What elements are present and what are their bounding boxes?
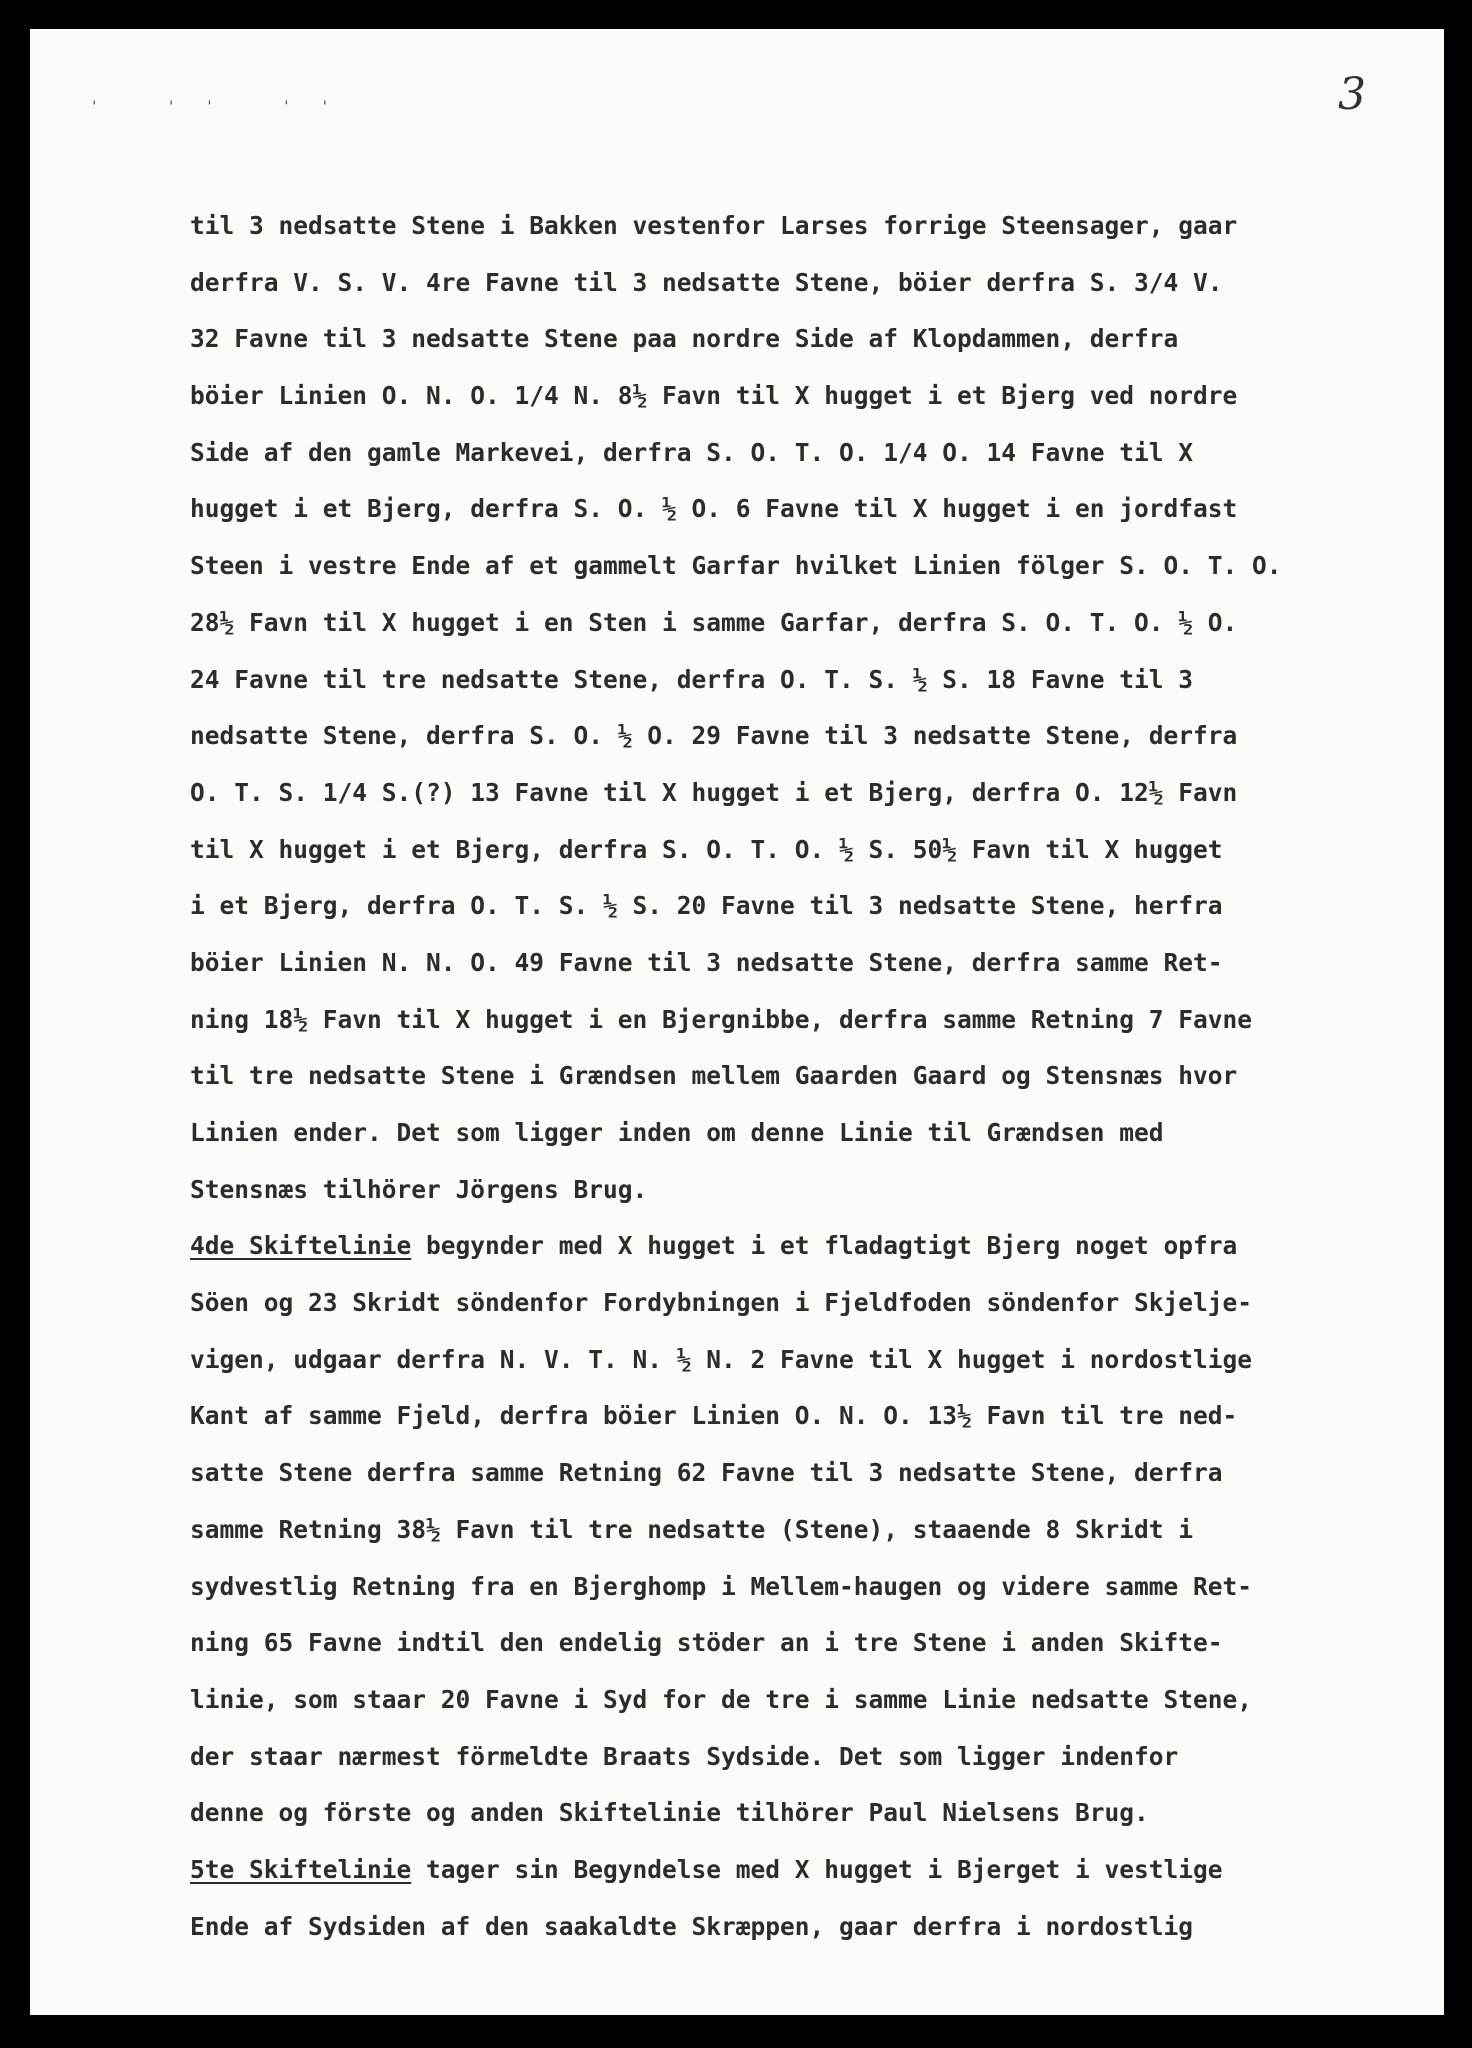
text-line — [190, 822, 1420, 879]
line-text: linie, som staar 20 Favne i Syd for de tre i samme Linie nedsatte Stene, — [190, 1684, 1253, 1714]
line-text: O. T. S. 1/4 S.(?) 13 Favne til X hugget i et Bjerg, derfra O. 12½ Favn — [190, 777, 1238, 807]
line-text: 28½ Favn til X hugget i en Sten i samme Garfar, derfra S. O. T. O. ½ O. — [190, 607, 1238, 637]
text-line — [190, 1729, 1420, 1786]
text-line — [190, 1275, 1420, 1332]
line-text: der staar nærmest förmeldte Braats Sydside. Det som ligger indenfor — [190, 1741, 1179, 1771]
text-line — [190, 1388, 1420, 1445]
text-line — [190, 1785, 1420, 1842]
line-text: 32 Favne til 3 nedsatte Stene paa nordre Side af Klopdammen, derfra — [190, 324, 1179, 354]
line-text: til 3 nedsatte Stene i Bakken vestenfor Larses forrige Steensager, gaar — [190, 211, 1238, 240]
line-text: i et Bjerg, derfra O. T. S. ½ S. 20 Favne til 3 nedsatte Stene, herfra — [190, 891, 1223, 921]
text-line — [190, 1218, 1420, 1275]
text-line — [190, 1048, 1420, 1105]
line-text: ning 18½ Favn til X hugget i en Bjergnibbe, derfra samme Retning 7 Favne — [190, 1004, 1253, 1034]
line-text: Linien ender. Det som ligger inden om denne Linie til Grændsen med — [190, 1118, 1164, 1147]
text-line — [190, 425, 1420, 482]
line-text: Stensnæs tilhörer Jörgens Brug. — [190, 1174, 648, 1204]
line-text: nedsatte Stene, derfra S. O. ½ O. 29 Favne til 3 nedsatte Stene, derfra — [190, 721, 1238, 751]
text-line — [190, 652, 1420, 709]
text-line — [190, 1332, 1420, 1389]
line-text: ning 65 Favne indtil den endelig stöder an i tre Stene i anden Skifte- — [190, 1628, 1223, 1658]
text-line — [190, 481, 1420, 538]
line-text: sydvestlig Retning fra en Bjerghomp i Mellem-haugen og videre samme Ret- — [190, 1571, 1253, 1601]
text-line — [190, 1502, 1420, 1559]
line-text: til X hugget i et Bjerg, derfra S. O. T. O. ½ S. 50½ Favn til X hugget — [190, 834, 1223, 864]
section-heading: 5te Skiftelinie — [190, 1854, 412, 1884]
text-line — [190, 992, 1420, 1049]
text-line — [190, 1559, 1420, 1616]
text-line — [190, 255, 1420, 312]
text-line — [190, 368, 1420, 425]
line-text: Kant af samme Fjeld, derfra böier Linien O. N. O. 13½ Favn til tre ned- — [190, 1401, 1238, 1431]
line-text: begynder med X hugget i et fladagtigt Bjerg noget opfra — [411, 1231, 1238, 1261]
text-line — [190, 1445, 1420, 1502]
line-text: Ende af Sydsiden af den saakaldte Skræppen, gaar derfra i nordostlig — [190, 1911, 1194, 1941]
page-number: 3 — [1338, 69, 1366, 120]
line-text: hugget i et Bjerg, derfra S. O. ½ O. 6 Favne til X hugget i en jordfast — [190, 494, 1238, 524]
text-line — [190, 1899, 1420, 1956]
line-text: derfra V. S. V. 4re Favne til 3 nedsatte Stene, böier derfra S. 3/4 V. — [190, 267, 1223, 297]
text-line — [190, 595, 1420, 652]
text-line — [190, 1162, 1420, 1219]
text-line — [190, 198, 1420, 255]
line-text: til tre nedsatte Stene i Grændsen mellem Gaarden Gaard og Stensnæs hvor — [190, 1061, 1238, 1091]
text-line — [190, 1842, 1420, 1899]
line-text: Side af den gamle Markevei, derfra S. O. T. O. 1/4 O. 14 Favne til X — [190, 437, 1194, 467]
line-text: satte Stene derfra samme Retning 62 Favne til 3 nedsatte Stene, derfra — [190, 1458, 1223, 1488]
text-line — [190, 708, 1420, 765]
text-line — [190, 878, 1420, 935]
line-text: böier Linien N. N. O. 49 Favne til 3 nedsatte Stene, derfra samme Ret- — [190, 947, 1223, 977]
line-text: tager sin Begyndelse med X hugget i Bjerget i vestlige — [411, 1854, 1223, 1884]
line-text: Söen og 23 Skridt söndenfor Fordybningen i Fjeldfoden söndenfor Skjelje- — [190, 1288, 1253, 1318]
text-line — [190, 1672, 1420, 1729]
text-line — [190, 311, 1420, 368]
section-heading: 4de Skiftelinie — [190, 1231, 412, 1261]
line-text: 24 Favne til tre nedsatte Stene, derfra O. T. S. ½ S. 18 Favne til 3 — [190, 664, 1194, 694]
margin-marks: ' '' '' — [90, 99, 360, 115]
text-line — [190, 1615, 1420, 1672]
text-line — [190, 1105, 1420, 1162]
line-text: denne og förste og anden Skiftelinie tilhörer Paul Nielsens Brug. — [190, 1798, 1149, 1828]
line-text: vigen, udgaar derfra N. V. T. N. ½ N. 2 Favne til X hugget i nordostlige — [190, 1344, 1253, 1374]
text-line — [190, 765, 1420, 822]
document-body — [190, 198, 1420, 1955]
line-text: böier Linien O. N. O. 1/4 N. 8½ Favn til X hugget i et Bjerg ved nordre — [190, 381, 1238, 411]
line-text: samme Retning 38½ Favn til tre nedsatte (Stene), staaende 8 Skridt i — [190, 1514, 1194, 1544]
text-line — [190, 538, 1420, 595]
text-line — [190, 935, 1420, 992]
line-text: Steen i vestre Ende af et gammelt Garfar hvilket Linien fölger S. O. T. O. — [190, 551, 1282, 581]
